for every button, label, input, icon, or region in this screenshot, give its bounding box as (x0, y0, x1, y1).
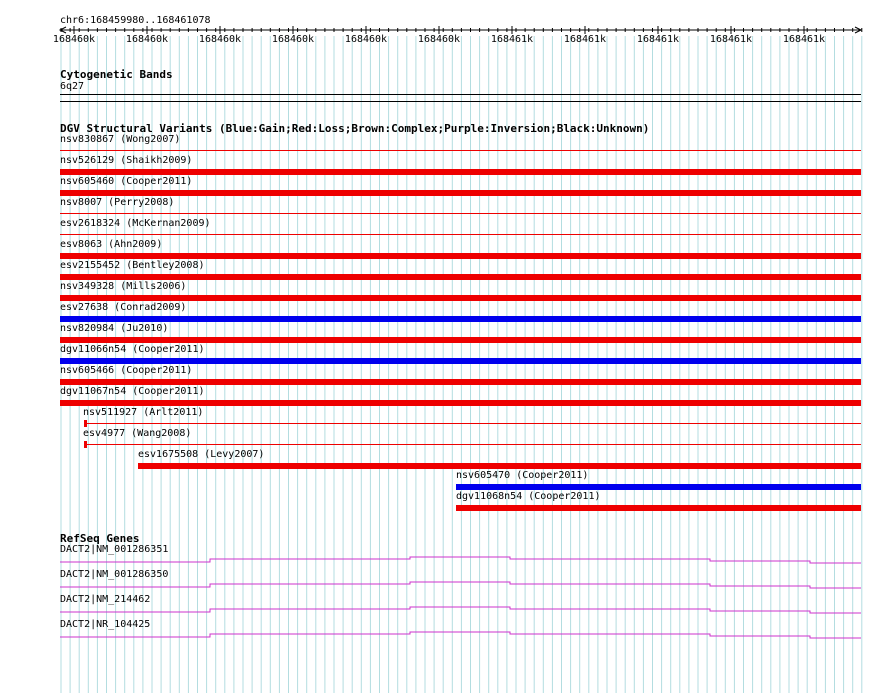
gene-label[interactable]: DACT2|NM_214462 (60, 594, 151, 605)
ruler-tick-label: 168461k (490, 34, 534, 45)
ruler-tick-label: 168461k (563, 34, 607, 45)
variant-bar[interactable] (456, 505, 861, 511)
cytoband-track-title[interactable]: Cytogenetic Bands (60, 68, 173, 81)
variant-bar[interactable] (456, 484, 861, 490)
ruler-tick-label: 168460k (125, 34, 169, 45)
variant-label[interactable]: esv4977 (Wang2008) (83, 428, 192, 439)
variant-label[interactable]: nsv605466 (Cooper2011) (60, 365, 193, 376)
variant-label[interactable]: esv2155452 (Bentley2008) (60, 260, 205, 271)
ruler-tick-label: 168460k (198, 34, 242, 45)
ruler-tick-label: 168460k (271, 34, 315, 45)
ruler-tick-label: 168461k (782, 34, 826, 45)
gene-model[interactable] (60, 557, 861, 563)
variant-bar[interactable] (138, 463, 861, 469)
variant-bar[interactable] (60, 358, 861, 364)
variant-start-marker[interactable] (84, 441, 87, 448)
variant-label[interactable]: esv1675508 (Levy2007) (138, 449, 265, 460)
variant-bar[interactable] (60, 274, 861, 280)
variant-bar[interactable] (60, 337, 861, 343)
ruler-location: chr6:168459980..168461078 (60, 15, 211, 26)
variant-label[interactable]: esv2618324 (McKernan2009) (60, 218, 211, 229)
variant-bar[interactable] (60, 400, 861, 406)
variant-bar[interactable] (60, 150, 861, 151)
gene-model[interactable] (60, 607, 861, 613)
variant-bar[interactable] (60, 169, 861, 175)
cytoband-line (60, 101, 861, 102)
ruler-tick-label: 168461k (709, 34, 753, 45)
ruler-tick-label: 168461k (636, 34, 680, 45)
variant-label[interactable]: nsv605470 (Cooper2011) (456, 470, 589, 481)
variant-bar[interactable] (60, 234, 861, 235)
variant-bar[interactable] (60, 213, 861, 214)
variant-start-marker[interactable] (84, 420, 87, 427)
variant-label[interactable]: esv8063 (Ahn2009) (60, 239, 163, 250)
cytoband-line (60, 94, 861, 95)
gene-label[interactable]: DACT2|NR_104425 (60, 619, 151, 630)
variant-label[interactable]: esv27638 (Conrad2009) (60, 302, 187, 313)
variant-label[interactable]: dgv11066n54 (Cooper2011) (60, 344, 205, 355)
variant-label[interactable]: nsv8007 (Perry2008) (60, 197, 175, 208)
refseq-track-title[interactable]: RefSeq Genes (60, 532, 140, 545)
dgv-track-title[interactable]: DGV Structural Variants (Blue:Gain;Red:Loss;Brown:Complex;Purple:Inversion;Black:Unknown) (60, 122, 650, 135)
gene-label[interactable]: DACT2|NM_001286351 (60, 544, 169, 555)
variant-label[interactable]: dgv11067n54 (Cooper2011) (60, 386, 205, 397)
variant-label[interactable]: nsv605460 (Cooper2011) (60, 176, 193, 187)
gene-model[interactable] (60, 632, 861, 638)
gene-model[interactable] (60, 582, 861, 588)
variant-bar[interactable] (84, 444, 861, 445)
variant-label[interactable]: nsv349328 (Mills2006) (60, 281, 187, 292)
variant-bar[interactable] (60, 316, 861, 322)
variant-bar[interactable] (84, 423, 861, 424)
variant-label[interactable]: nsv511927 (Arlt2011) (83, 407, 204, 418)
variant-bar[interactable] (60, 379, 861, 385)
variant-bar[interactable] (60, 190, 861, 196)
variant-label[interactable]: dgv11068n54 (Cooper2011) (456, 491, 601, 502)
ruler-tick-label: 168460k (344, 34, 388, 45)
variant-label[interactable]: nsv820984 (Ju2010) (60, 323, 169, 334)
gene-label[interactable]: DACT2|NM_001286350 (60, 569, 169, 580)
variant-bar[interactable] (60, 295, 861, 301)
ruler-tick-label: 168460k (417, 34, 461, 45)
variant-label[interactable]: nsv526129 (Shaikh2009) (60, 155, 193, 166)
variant-bar[interactable] (60, 253, 861, 259)
cytoband-label: 6q27 (60, 81, 85, 92)
variant-label[interactable]: nsv830867 (Wong2007) (60, 134, 181, 145)
ruler-tick-label: 168460k (52, 34, 96, 45)
